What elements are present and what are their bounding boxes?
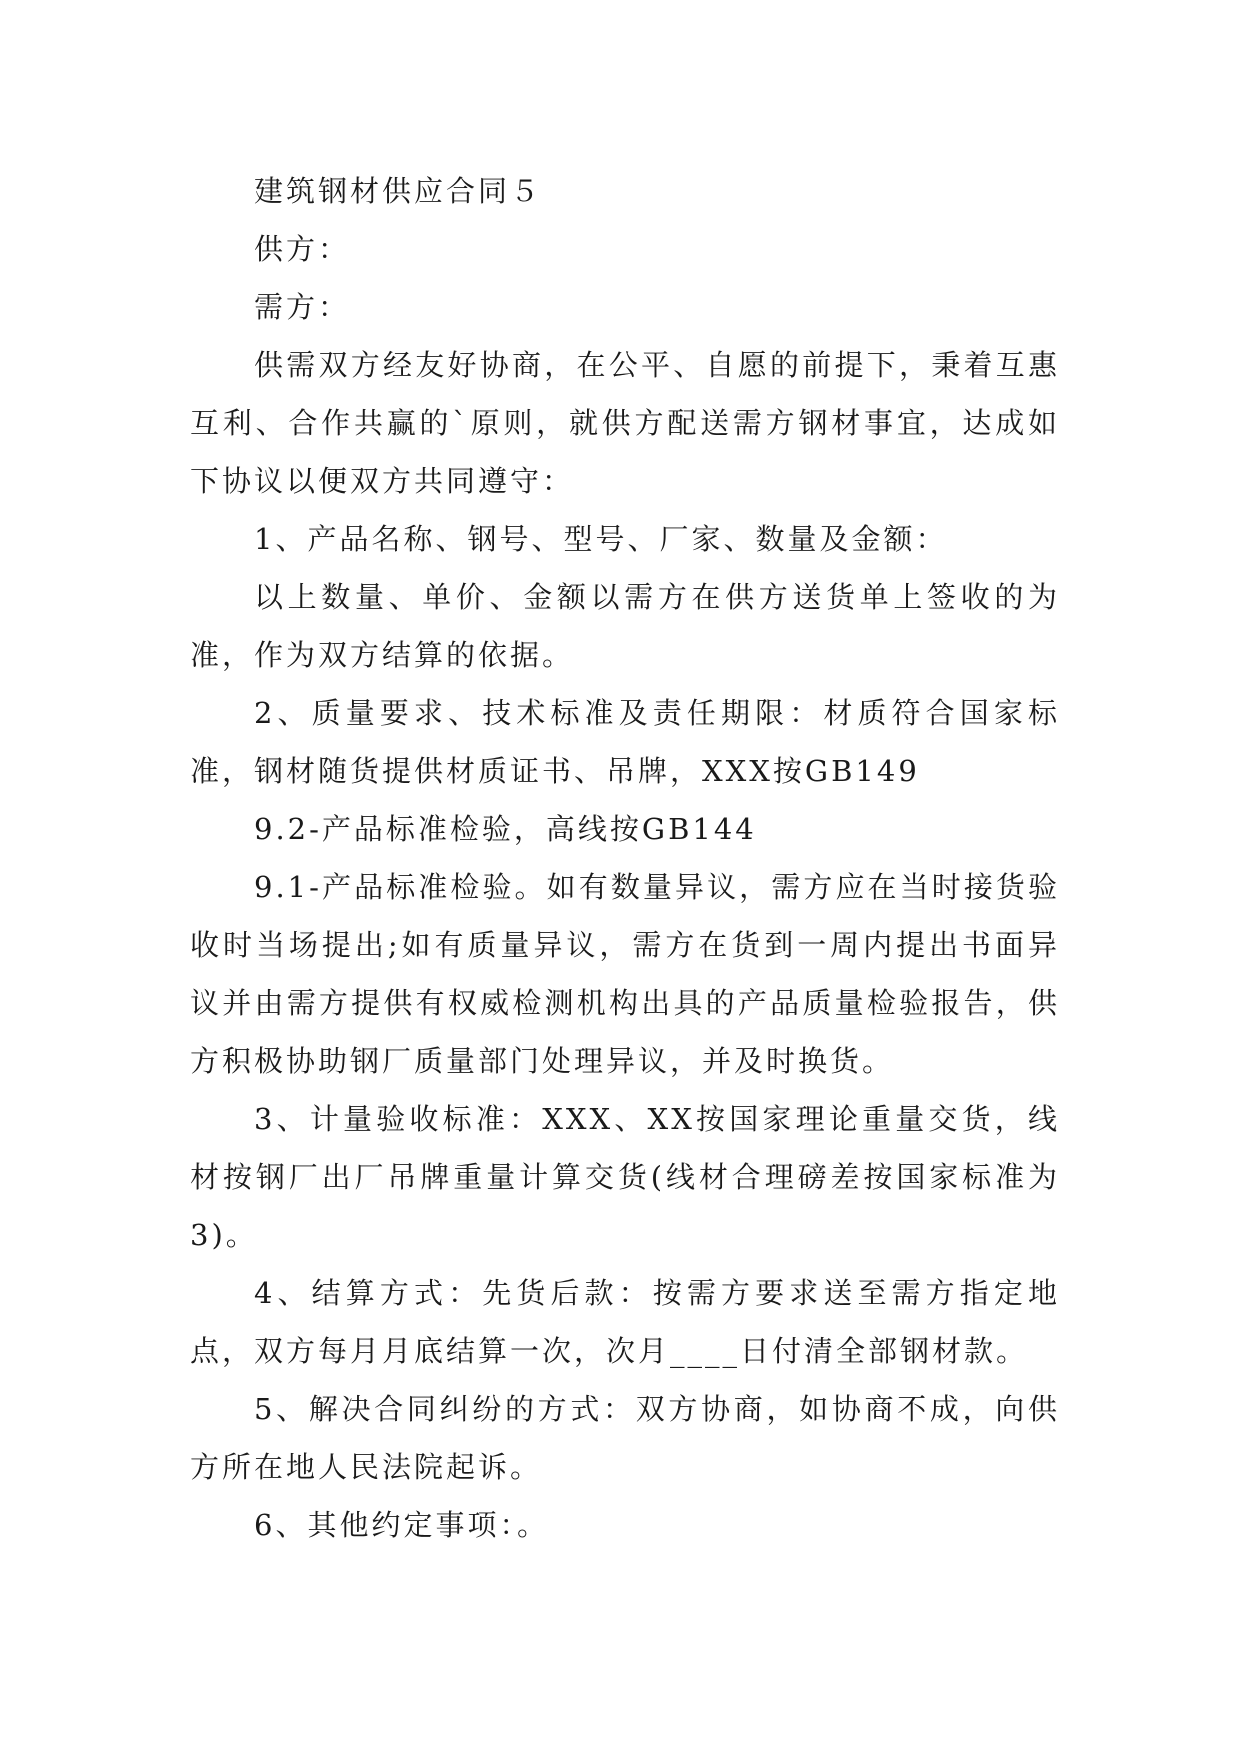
clause-4-payment: 4、结算方式：先货后款：按需方要求送至需方指定地点，双方每月月底结算一次，次月____日付清全部钢材款。: [190, 1276, 1060, 1368]
clause-1-product: 1、产品名称、钢号、型号、厂家、数量及金额：: [254, 522, 948, 556]
clause-2-standard-b: 9.1-产品标准检验。如有数量异议，需方应在当时接货验收时当场提出;如有质量异议，需方在货到一周内提出书面异议并由需方提供有权威检测机构出具的产品质量检验报告，供方积极协助钢厂质量部门处理异议，并及时换货。: [190, 870, 1060, 1078]
clause-5-dispute: 5、解决合同纠纷的方式：双方协商，如协商不成，向供方所在地人民法院起诉。: [190, 1392, 1060, 1484]
supplier-line: 供方：: [254, 232, 351, 266]
clause-1-settlement-basis: 以上数量、单价、金额以需方在供方送货单上签收的为准，作为双方结算的依据。: [190, 580, 1060, 672]
document-body: [190, 162, 1060, 1554]
document-title: 建筑钢材供应合同５: [254, 174, 543, 208]
clause-2-quality: 2、质量要求、技术标准及责任期限：材质符合国家标准，钢材随货提供材质证书、吊牌，XXX按GB149: [190, 696, 1060, 788]
clause-3-measurement: 3、计量验收标准：XXX、XX按国家理论重量交货，线材按钢厂出厂吊牌重量计算交货(线材合理磅差按国家标准为3)。: [190, 1102, 1060, 1252]
buyer-line: 需方：: [254, 290, 351, 324]
clause-6-other: 6、其他约定事项：。: [254, 1508, 549, 1542]
preamble-paragraph: 供需双方经友好协商，在公平、自愿的前提下，秉着互惠互利、合作共赢的`原则，就供方配送需方钢材事宜，达成如下协议以便双方共同遵守：: [190, 348, 1060, 498]
clause-2-standard-a: 9.2-产品标准检验，高线按GB144: [254, 812, 757, 846]
